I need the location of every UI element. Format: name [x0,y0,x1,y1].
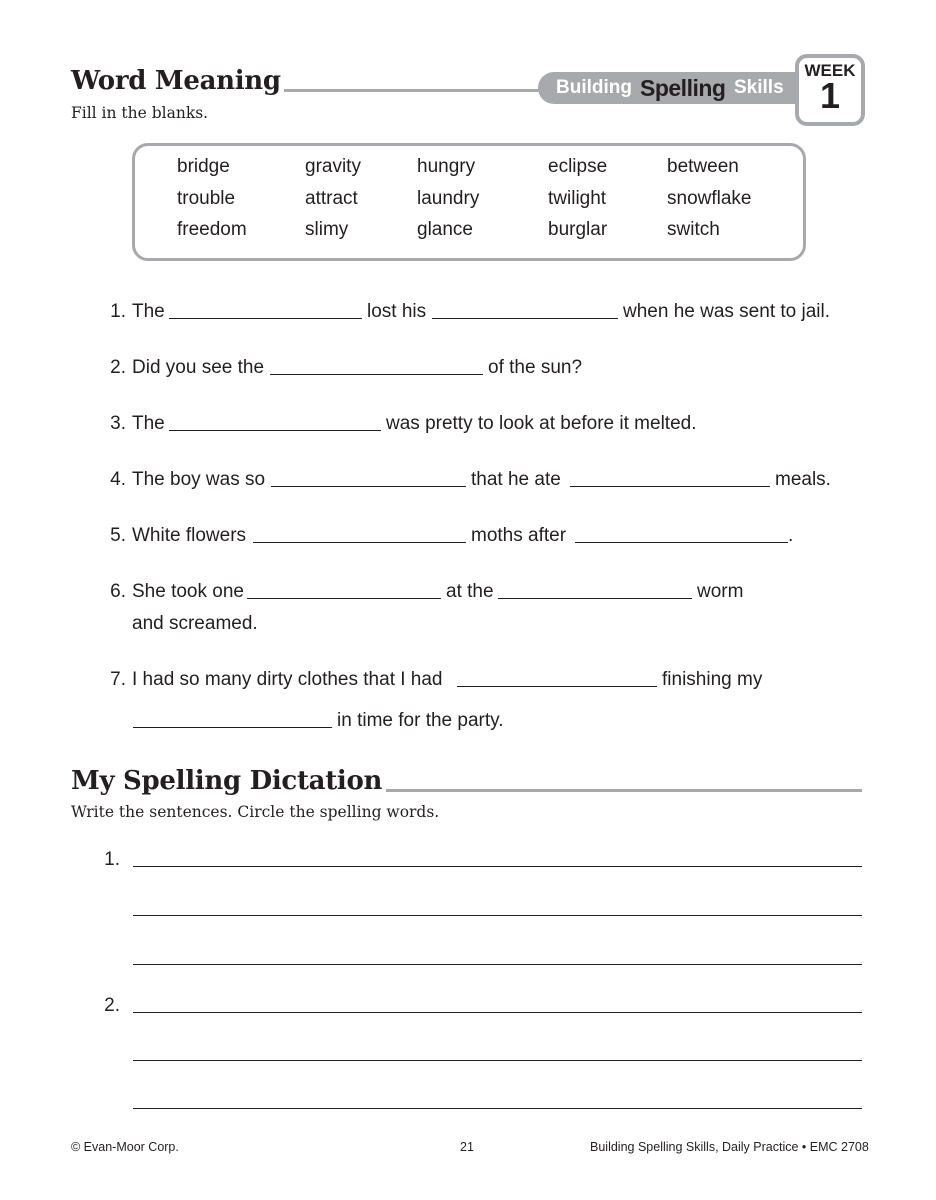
word-bank-word: bridge [177,156,230,177]
item-number: 4. [110,469,126,490]
answer-blank[interactable] [575,542,788,543]
section-title-dictation: My Spelling Dictation [71,766,383,796]
word-bank-word: twilight [548,188,607,209]
answer-blank[interactable] [169,318,362,319]
footer-title: Building Spelling Skills, Daily Practice • EMC 2708 [590,1140,869,1154]
week-label: WEEK [804,61,856,80]
item-text: Did you see the [132,357,265,378]
word-bank-word: laundry [417,188,480,209]
item-text: White flowers [132,525,247,546]
writing-line[interactable] [133,1012,862,1013]
answer-blank[interactable] [457,686,657,687]
item-number: 2. [110,357,126,378]
item-text: that he ate [471,469,561,490]
answer-blank[interactable] [133,727,332,728]
item-text: and screamed. [132,613,258,634]
answer-blank[interactable] [247,598,441,599]
item-text: when he was sent to jail. [623,301,831,322]
section-instruction: Write the sentences. Circle the spelling words. [71,803,440,821]
word-bank-word: attract [305,188,358,209]
footer-page-number: 21 [460,1140,474,1154]
series-banner [538,72,796,104]
item-text: She took one [132,581,244,602]
item-text: meals. [775,469,831,490]
item-text: I had so many dirty clothes that I had [132,669,443,690]
word-bank-word: burglar [548,219,608,240]
word-bank-word: freedom [177,219,247,240]
section-instruction: Fill in the blanks. [71,104,209,122]
word-bank-word: glance [417,219,473,240]
dictation-number: 1. [104,849,120,870]
item-number: 5. [110,525,126,546]
answer-blank[interactable] [253,542,466,543]
item-text: at the [446,581,494,602]
writing-line[interactable] [133,964,862,965]
week-number: 1 [819,75,841,116]
word-bank-word: eclipse [548,156,608,177]
banner-skills: Skills [734,77,784,98]
banner-building: Building [556,77,632,98]
writing-line[interactable] [133,915,862,916]
item-text: was pretty to look at before it melted. [386,413,697,434]
writing-line[interactable] [133,1108,862,1109]
footer-copyright: © Evan-Moor Corp. [71,1140,179,1154]
item-number: 6. [110,581,126,602]
item-number: 1. [110,301,126,322]
word-bank-word: snowflake [667,188,752,209]
item-text: The [132,413,165,434]
item-number: 7. [110,669,126,690]
title-rule [386,789,862,792]
week-badge [795,54,865,126]
answer-blank[interactable] [169,430,381,431]
writing-line[interactable] [133,866,862,867]
word-bank-word: slimy [305,219,349,240]
word-bank-word: hungry [417,156,476,177]
title-rule [284,89,540,92]
section-title-word-meaning: Word Meaning [71,66,281,96]
word-bank-word: trouble [177,188,236,209]
word-bank-word: switch [667,219,720,240]
item-text: moths after [471,525,567,546]
answer-blank[interactable] [432,318,618,319]
answer-blank[interactable] [271,486,466,487]
dictation-number: 2. [104,995,120,1016]
item-text: of the sun? [488,357,583,378]
item-text: worm [697,581,744,602]
item-text: . [788,525,794,546]
item-text: The boy was so [132,469,266,490]
answer-blank[interactable] [270,374,483,375]
item-text: The [132,301,165,322]
item-text: lost his [367,301,427,322]
answer-blank[interactable] [498,598,692,599]
writing-line[interactable] [133,1060,862,1061]
item-text: in time for the party. [337,710,504,731]
word-bank-word: gravity [305,156,361,177]
word-bank-word: between [667,156,739,177]
answer-blank[interactable] [570,486,770,487]
item-number: 3. [110,413,126,434]
item-text: finishing my [662,669,763,690]
banner-spelling: Spelling [640,75,726,101]
